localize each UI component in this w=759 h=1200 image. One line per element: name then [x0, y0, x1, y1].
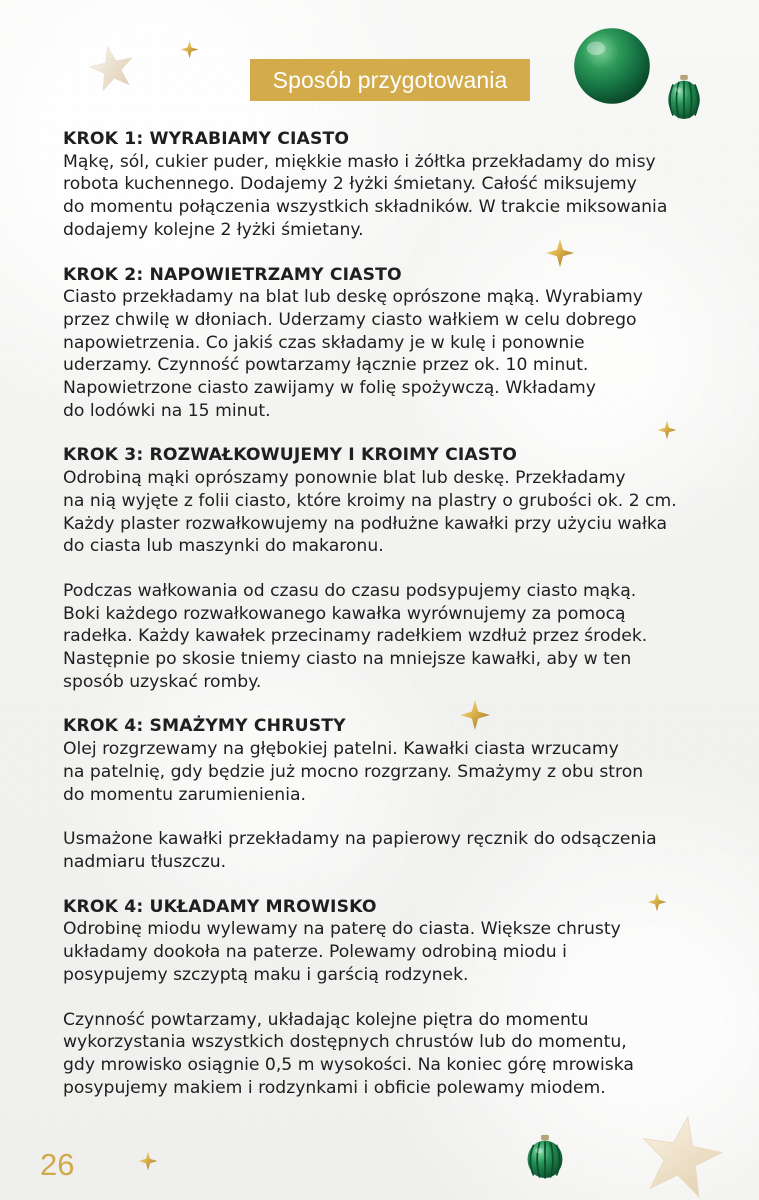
instruction-line: do ciasta lub maszynki do makaronu.	[63, 536, 384, 557]
paragraph-gap	[63, 806, 727, 828]
instruction-line: Usmażone kawałki przekładamy na papierowy ręcznik do odsączenia	[63, 829, 657, 850]
instruction-line: radełka. Każdy kawałek przecinamy radełkiem wzdłuż przez środek.	[63, 626, 648, 647]
instruction-line: na nią wyjęte z folii ciasto, które kroimy na plastry o grubości ok. 2 cm.	[63, 490, 677, 511]
instruction-line: posypujemy makiem i rodzynkami i obficie polewamy miodem.	[63, 1077, 606, 1098]
instruction-line: Czynność powtarzamy, układając kolejne piętra do momentu	[63, 1009, 589, 1030]
step-1	[63, 128, 727, 242]
instruction-line: Napowietrzone ciasto zawijamy w folię spożywczą. Wkładamy	[63, 378, 596, 399]
instruction-line: do momentu zarumienienia.	[63, 784, 306, 805]
gold-star-icon	[180, 40, 199, 59]
instruction-line: Następnie po skosie tniemy ciasto na mniejsze kawałki, aby w ten	[63, 649, 632, 670]
instruction-line: dodajemy kolejne 2 łyżki śmietany.	[63, 219, 364, 240]
instruction-line: układamy dookoła na paterze. Polewamy odrobiną miodu i	[63, 942, 567, 963]
gold-star-icon	[138, 1151, 158, 1171]
page-number: 26	[40, 1147, 75, 1182]
green-bauble-icon	[570, 24, 654, 108]
step-4-frying	[63, 715, 727, 873]
instruction-line: uderzamy. Czynność powtarzamy łącznie przez ok. 10 minut.	[63, 355, 589, 376]
instruction-line: Ciasto przekładamy na blat lub deskę oprószone mąką. Wyrabiamy	[63, 287, 643, 308]
instruction-line: robota kuchennego. Dodajemy 2 łyżki śmietany. Całość miksujemy	[63, 174, 637, 195]
instruction-line: Odrobiną mąki oprószamy ponownie blat lub deskę. Przekładamy	[63, 468, 626, 489]
striped-green-bauble-icon	[663, 74, 705, 124]
cream-star-icon	[84, 40, 141, 97]
instruction-line: sposób uzyskać romby.	[63, 671, 262, 692]
instruction-line: gdy mrowisko osiągnie 0,5 m wysokości. Na koniec górę mrowiska	[63, 1054, 634, 1075]
instruction-line: na patelnię, gdy będzie już mocno rozgrzany. Smażymy z obu stron	[63, 761, 644, 782]
section-title-banner	[250, 59, 530, 101]
step-2	[63, 264, 727, 423]
striped-green-bauble-icon	[522, 1134, 568, 1182]
instruction-line: przez chwilę w dłoniach. Uderzamy ciasto wałkiem w celu dobrego	[63, 309, 637, 330]
step-heading: KROK 2: NAPOWIETRZAMY CIASTO	[63, 264, 402, 285]
instruction-line: do lodówki na 15 minut.	[63, 400, 271, 421]
step-heading: KROK 1: WYRABIAMY CIASTO	[63, 129, 350, 149]
instruction-line: Olej rozgrzewamy na głębokiej patelni. Kawałki ciasta wrzucamy	[63, 739, 619, 760]
instruction-line: do momentu połączenia wszystkich składników. W trakcie miksowania	[63, 197, 668, 218]
instruction-line: Mąkę, sól, cukier puder, miękkie masło i żółtka przekładamy do misy	[63, 151, 656, 172]
instruction-line: napowietrzenia. Co jakiś czas składamy je w kulę i ponownie	[63, 332, 585, 353]
step-heading: KROK 3: ROZWAŁKOWUJEMY I KROIMY CIASTO	[63, 445, 518, 466]
paragraph-gap	[63, 987, 727, 1009]
step-heading: KROK 4: SMAŻYMY CHRUSTY	[63, 716, 346, 737]
step-3	[63, 444, 727, 693]
instruction-line: Odrobinę miodu wylewamy na paterę do ciasta. Większe chrusty	[63, 919, 621, 940]
instruction-line: Podczas wałkowania od czasu do czasu podsypujemy ciasto mąką.	[63, 580, 637, 601]
instruction-line: Boki każdego rozwałkowanego kawałka wyrównujemy za pomocą	[63, 603, 626, 624]
step-4-assembly	[63, 896, 727, 1100]
step-heading: KROK 4: UKŁADAMY MROWISKO	[63, 896, 377, 917]
section-title: Sposób przygotowania	[272, 66, 508, 93]
instruction-line: Każdy plaster rozwałkowujemy na podłużne kawałki przy użyciu wałka	[63, 513, 668, 534]
instruction-line: posypujemy szczyptą maku i garścią rodzynek.	[63, 964, 469, 985]
cream-star-icon	[619, 1103, 743, 1200]
instruction-line: nadmiaru tłuszczu.	[63, 851, 227, 872]
instruction-line: wykorzystania wszystkich dostępnych chrustów lub do momentu,	[63, 1032, 627, 1053]
recipe-instructions	[63, 128, 727, 1099]
paragraph-gap	[63, 558, 727, 580]
